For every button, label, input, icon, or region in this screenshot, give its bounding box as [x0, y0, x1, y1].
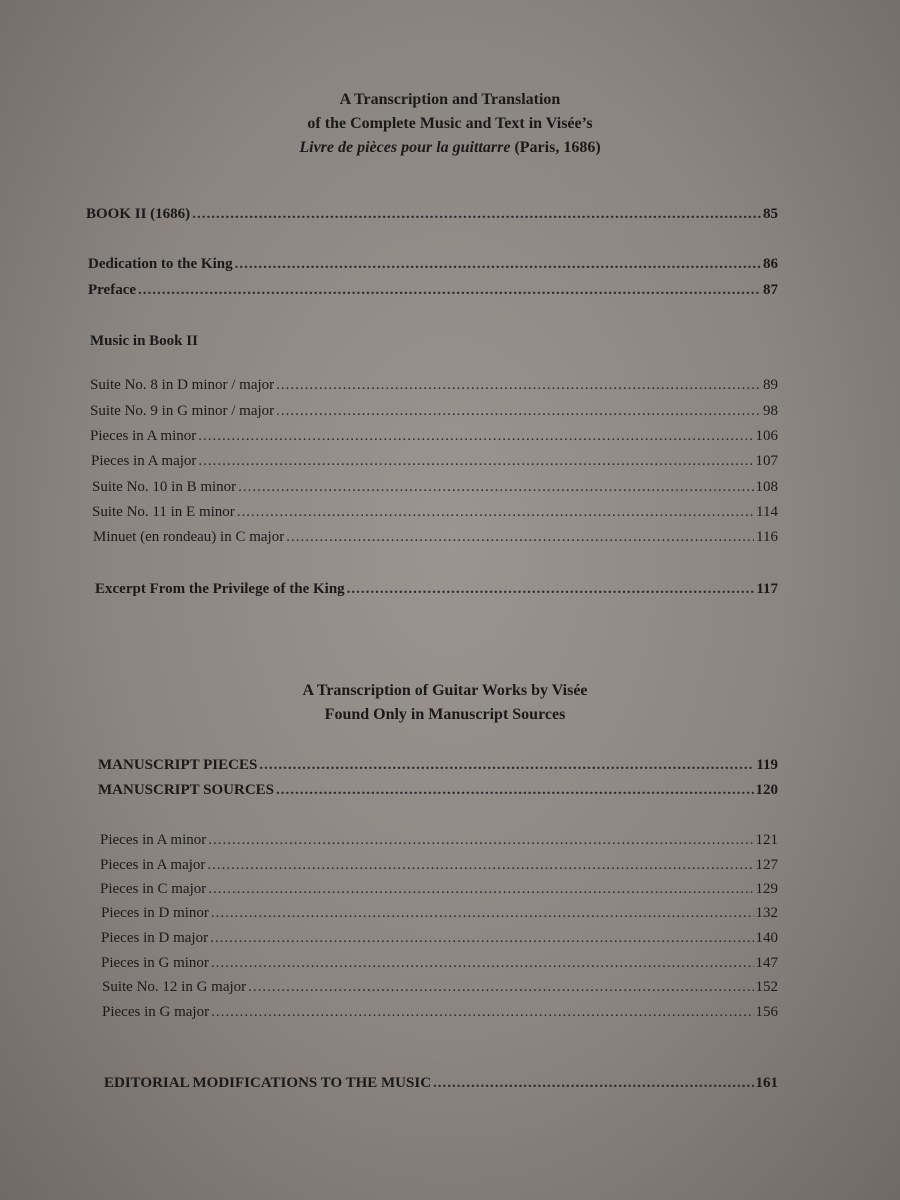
toc-entry-label: Suite No. 10 in B minor	[92, 479, 237, 495]
toc-entry-label: Pieces in G minor	[101, 955, 209, 971]
toc-entry-manuscript-item[interactable]	[100, 832, 778, 849]
heading-1-line-3	[0, 136, 900, 160]
dot-leader	[208, 832, 753, 849]
toc-entry-manuscript-pieces[interactable]	[98, 757, 778, 774]
toc-page-number: 85	[763, 206, 778, 222]
toc-entry-music-item[interactable]	[90, 403, 778, 420]
toc-entry-music-item[interactable]	[92, 504, 778, 521]
dot-leader	[276, 782, 753, 799]
dot-leader	[198, 453, 753, 470]
dot-leader	[433, 1075, 753, 1092]
toc-page-number: 161	[755, 1075, 778, 1091]
toc-entry-label: Dedication to the King	[88, 256, 233, 272]
dot-leader	[286, 529, 754, 546]
toc-entry-label: BOOK II (1686)	[86, 206, 191, 222]
toc-entry-manuscript-item[interactable]	[101, 905, 778, 922]
toc-page-number: 156	[755, 1004, 778, 1020]
toc-page-number: 129	[755, 881, 778, 897]
toc-entry-label: Minuet (en rondeau) in C major	[93, 529, 285, 545]
toc-entry-manuscript-item[interactable]	[102, 979, 778, 996]
toc-page-number: 116	[756, 529, 778, 545]
toc-page-number: 119	[756, 757, 778, 773]
heading-1-line-2: of the Complete Music and Text in Visée’s	[307, 115, 593, 132]
toc-entry-label: Excerpt From the Privilege of the King	[95, 581, 345, 597]
toc-page-number: 117	[756, 581, 778, 597]
dot-leader	[208, 881, 753, 898]
toc-page-number: 120	[755, 782, 778, 798]
toc-entry-music-item[interactable]	[92, 479, 778, 496]
toc-page-number: 152	[755, 979, 778, 995]
toc-page-number: 108	[755, 479, 778, 495]
dot-leader	[237, 504, 754, 521]
toc-entry-preface[interactable]	[88, 282, 778, 299]
dot-leader	[259, 757, 754, 774]
section-title-music-book-ii: Music in Book II	[90, 333, 198, 349]
toc-entry-book-ii[interactable]	[86, 206, 778, 223]
toc-page-number: 114	[756, 504, 778, 520]
section-heading-2	[0, 679, 895, 727]
dot-leader	[211, 1004, 753, 1021]
toc-entry-manuscript-item[interactable]	[102, 1004, 778, 1021]
heading-1-book-date: (Paris, 1686)	[510, 139, 601, 156]
toc-entry-label: Pieces in A minor	[90, 428, 197, 444]
toc-page-number: 127	[755, 857, 778, 873]
toc-entry-label: Pieces in A minor	[100, 832, 207, 848]
dot-leader	[211, 905, 754, 922]
toc-page-number: 147	[755, 955, 778, 971]
toc-page-number: 107	[755, 453, 778, 469]
toc-entry-label: Pieces in D major	[101, 930, 209, 946]
toc-entry-label: Suite No. 9 in G minor / major	[90, 403, 275, 419]
toc-entry-manuscript-sources[interactable]	[98, 782, 778, 799]
toc-entry-manuscript-item[interactable]	[100, 857, 778, 874]
toc-entry-label: MANUSCRIPT PIECES	[98, 757, 258, 773]
section-heading-1	[0, 88, 900, 160]
toc-entry-dedication[interactable]	[88, 256, 778, 273]
dot-leader	[210, 930, 753, 947]
dot-leader	[211, 955, 754, 972]
toc-page-number: 140	[755, 930, 778, 946]
toc-page-number: 106	[755, 428, 778, 444]
dot-leader	[347, 581, 755, 598]
dot-leader	[235, 256, 761, 273]
dot-leader	[138, 282, 761, 299]
toc-entry-label: Pieces in A major	[100, 857, 206, 873]
toc-entry-manuscript-item[interactable]	[101, 930, 778, 947]
dot-leader	[207, 857, 753, 874]
toc-entry-label: Suite No. 8 in D minor / major	[90, 377, 275, 393]
toc-entry-music-item[interactable]	[93, 529, 778, 546]
heading-1-line-1: A Transcription and Translation	[339, 91, 561, 108]
toc-entry-music-item[interactable]	[91, 453, 778, 470]
toc-entry-music-item[interactable]	[90, 377, 778, 394]
toc-entry-privilege[interactable]	[95, 581, 778, 598]
toc-page-number: 121	[755, 832, 778, 848]
toc-page-number: 89	[763, 377, 778, 393]
toc-entry-label: Pieces in D minor	[101, 905, 209, 921]
toc-page-number: 87	[763, 282, 778, 298]
heading-2-line-1: A Transcription of Guitar Works by Visée	[302, 682, 588, 699]
toc-page-number: 98	[763, 403, 778, 419]
toc-entry-label: Pieces in A major	[91, 453, 197, 469]
dot-leader	[198, 428, 753, 445]
dot-leader	[248, 979, 753, 996]
toc-entry-manuscript-item[interactable]	[101, 955, 778, 972]
toc-entry-label: Suite No. 12 in G major	[102, 979, 247, 995]
toc-entry-editorial[interactable]	[104, 1075, 778, 1092]
toc-entry-label: Pieces in G major	[102, 1004, 210, 1020]
dot-leader	[276, 403, 761, 420]
heading-1-book-title: Livre de pièces pour la guittarre	[299, 139, 511, 156]
toc-page-number: 86	[763, 256, 778, 272]
toc-entry-label: EDITORIAL MODIFICATIONS TO THE MUSIC	[104, 1075, 432, 1091]
toc-entry-label: MANUSCRIPT SOURCES	[98, 782, 275, 798]
toc-entry-label: Suite No. 11 in E minor	[92, 504, 235, 520]
dot-leader	[192, 206, 761, 223]
toc-entry-label: Preface	[88, 282, 137, 298]
toc-entry-manuscript-item[interactable]	[100, 881, 778, 898]
toc-page-number: 132	[755, 905, 778, 921]
dot-leader	[238, 479, 753, 496]
dot-leader	[276, 377, 761, 394]
toc-entry-music-item[interactable]	[90, 428, 778, 445]
toc-entry-label: Pieces in C major	[100, 881, 207, 897]
heading-2-line-2: Found Only in Manuscript Sources	[324, 706, 566, 723]
